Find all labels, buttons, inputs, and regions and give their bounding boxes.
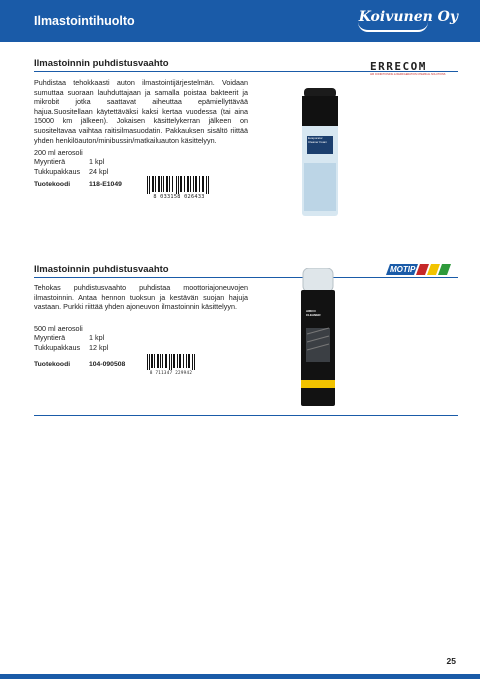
volume: 200 ml aerosoli — [34, 148, 83, 157]
sales-unit-label: Myyntierä — [34, 333, 66, 343]
page-number: 25 — [446, 656, 456, 666]
wholesale-value: 24 kpl — [89, 166, 109, 176]
product-description: Puhdistaa tehokkaasti auton ilmastointijärjestelmän. Voidaan sumuttaa suoraan lauhduttajaan ja samalla poistaa bakteerit ja mikrobit jotka saattavat aiheuttaa epämiellyttävää hajua.Suositellaan käytettäväksi kaksi kertaa vuodessa (tai aina 15000 km jälkeen). Jokaisen käsittelykerran jälkeen on suositeltavaa vaihtaa raitisilmasuodatin. Pakkauksen sisältö riittää yhden henkilöauton/minibussin/matkailuauton käsittelyyn. — [34, 78, 248, 145]
product-image-can-2 — [298, 268, 338, 408]
sales-unit-value: 1 kpl — [89, 157, 105, 167]
section-divider — [34, 415, 458, 416]
product-code-row — [34, 361, 125, 368]
wholesale-label: Tukkupakkaus — [34, 166, 81, 176]
barcode-number: 8 711347 229942 — [149, 370, 193, 375]
barcode-number: 8 033158 026433 — [153, 194, 205, 200]
code-value: 118-E1049 — [89, 181, 122, 188]
motip-logo — [388, 264, 458, 275]
sales-unit-label: Myyntierä — [34, 157, 66, 167]
errecom-tagline: AIR CONDITIONING & REFRIGERATION CHEMICAL SOLUTIONS — [370, 73, 446, 76]
logo-swoosh-icon — [358, 22, 428, 32]
sales-unit-value: 1 kpl — [89, 333, 105, 343]
barcode-icon — [146, 354, 196, 370]
barcode — [146, 176, 212, 200]
wholesale-label: Tukkupakkaus — [34, 342, 81, 352]
motip-brand-text: MOTIP — [390, 265, 416, 274]
can-label: AIRCO CLEANER — [306, 309, 321, 317]
product-specs — [34, 148, 108, 176]
errecom-logo — [370, 60, 458, 76]
volume: 500 ml aerosoli — [34, 324, 83, 333]
can-label: Evaporator Cleaner Foam — [308, 136, 328, 144]
wholesale-value: 12 kpl — [89, 342, 109, 352]
company-logo: Koivunen Oy — [358, 9, 458, 25]
page-header — [0, 0, 480, 42]
product-code-row — [34, 181, 122, 188]
code-label: Tuotekoodi — [34, 181, 71, 188]
barcode-icon — [146, 176, 212, 194]
errecom-brand-text: ERRECOM — [370, 60, 427, 73]
code-value: 104-090508 — [89, 361, 126, 368]
header-title: Ilmastointihuolto — [34, 14, 135, 28]
code-label: Tuotekoodi — [34, 361, 71, 368]
section-divider — [34, 277, 458, 278]
footer-bar — [0, 674, 480, 679]
product-image-can-1 — [300, 88, 340, 216]
product-specs — [34, 324, 108, 352]
product-title: Ilmastoinnin puhdistusvaahto — [34, 58, 169, 69]
barcode — [146, 354, 196, 375]
product-description: Tehokas puhdistusvaahto puhdistaa moottoriajoneuvojen ilmastoinnin. Antaa hennon tuoksun ja kestävän suojan hajuja vastaan. Purkki riittää yhden ajoneuvon ilmastoinnin käsittelyyn. — [34, 283, 248, 312]
product-title: Ilmastoinnin puhdistusvaahto — [34, 264, 169, 275]
